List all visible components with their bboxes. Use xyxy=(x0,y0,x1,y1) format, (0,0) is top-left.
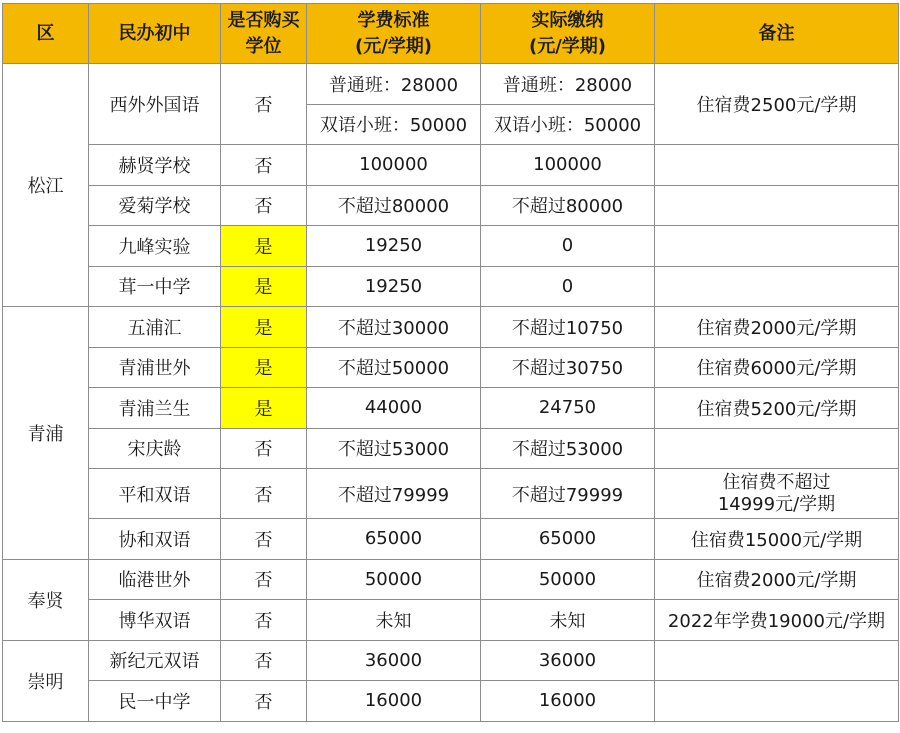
buy-seat-cell: 否 xyxy=(221,519,307,560)
table-row xyxy=(3,428,899,469)
school-cell: 西外外国语 xyxy=(89,64,221,145)
tuition-standard-cell: 双语小班：50000 xyxy=(307,104,481,145)
district-cell-chongming: 崇明 xyxy=(3,640,89,721)
table-row xyxy=(3,388,899,429)
note-cell xyxy=(655,266,899,307)
actual-paid-cell: 100000 xyxy=(481,145,655,186)
actual-paid-cell: 36000 xyxy=(481,640,655,681)
actual-paid-cell: 0 xyxy=(481,266,655,307)
actual-paid-cell: 0 xyxy=(481,226,655,267)
note-cell xyxy=(655,226,899,267)
header-row xyxy=(3,4,899,64)
buy-seat-cell-highlighted: 是 xyxy=(221,226,307,267)
actual-paid-cell: 24750 xyxy=(481,388,655,429)
school-cell: 青浦兰生 xyxy=(89,388,221,429)
buy-seat-cell: 否 xyxy=(221,640,307,681)
table-row xyxy=(3,266,899,307)
actual-paid-cell: 不超过10750 xyxy=(481,307,655,348)
buy-seat-cell: 否 xyxy=(221,559,307,600)
school-cell: 爱菊学校 xyxy=(89,185,221,226)
table-row xyxy=(3,559,899,600)
table-row xyxy=(3,226,899,267)
table-row xyxy=(3,64,899,105)
school-cell: 民一中学 xyxy=(89,681,221,722)
buy-seat-cell: 否 xyxy=(221,64,307,145)
actual-paid-cell: 不超过53000 xyxy=(481,428,655,469)
table-row xyxy=(3,519,899,560)
tuition-standard-cell: 不超过80000 xyxy=(307,185,481,226)
table-row xyxy=(3,469,899,519)
district-cell-fengxian: 奉贤 xyxy=(3,559,89,640)
buy-seat-cell-highlighted: 是 xyxy=(221,347,307,388)
note-cell xyxy=(655,145,899,186)
header-buy-line1: 是否购买 xyxy=(227,9,300,31)
actual-paid-cell: 65000 xyxy=(481,519,655,560)
header-std-line2: (元/学期) xyxy=(354,35,433,57)
header-std-line1: 学费标准 xyxy=(357,9,430,31)
buy-seat-cell: 否 xyxy=(221,469,307,519)
table-row xyxy=(3,347,899,388)
table-row xyxy=(3,600,899,641)
header-buy-seat xyxy=(221,4,307,64)
school-cell: 新纪元双语 xyxy=(89,640,221,681)
note-cell: 住宿费2000元/学期 xyxy=(655,559,899,600)
actual-paid-cell: 不超过80000 xyxy=(481,185,655,226)
table-row xyxy=(3,185,899,226)
buy-seat-cell: 否 xyxy=(221,185,307,226)
tuition-standard-cell: 未知 xyxy=(307,600,481,641)
note-cell: 2022年学费19000元/学期 xyxy=(655,600,899,641)
table-header xyxy=(3,4,899,64)
tuition-standard-cell: 16000 xyxy=(307,681,481,722)
tuition-standard-cell: 不超过53000 xyxy=(307,428,481,469)
note-cell xyxy=(655,469,899,519)
school-cell: 协和双语 xyxy=(89,519,221,560)
tuition-standard-cell: 不超过30000 xyxy=(307,307,481,348)
tuition-standard-cell: 19250 xyxy=(307,226,481,267)
table-row xyxy=(3,681,899,722)
note-cell: 住宿费2000元/学期 xyxy=(655,307,899,348)
actual-paid-cell: 16000 xyxy=(481,681,655,722)
header-actual-paid xyxy=(481,4,655,64)
note-cell: 住宿费15000元/学期 xyxy=(655,519,899,560)
header-paid-line1: 实际缴纳 xyxy=(531,9,604,31)
school-cell: 青浦世外 xyxy=(89,347,221,388)
buy-seat-cell-highlighted: 是 xyxy=(221,266,307,307)
note-cell xyxy=(655,681,899,722)
school-cell: 临港世外 xyxy=(89,559,221,600)
district-cell-qingpu: 青浦 xyxy=(3,307,89,560)
actual-paid-cell: 不超过79999 xyxy=(481,469,655,519)
note-cell: 住宿费2500元/学期 xyxy=(655,64,899,145)
note-cell: 住宿费6000元/学期 xyxy=(655,347,899,388)
buy-seat-cell: 否 xyxy=(221,428,307,469)
buy-seat-cell: 否 xyxy=(221,600,307,641)
school-cell: 宋庆龄 xyxy=(89,428,221,469)
header-buy-line2: 学位 xyxy=(245,35,282,57)
table-row xyxy=(3,307,899,348)
buy-seat-cell-highlighted: 是 xyxy=(221,307,307,348)
note-line2: 14999元/学期 xyxy=(717,493,836,515)
note-cell: 住宿费5200元/学期 xyxy=(655,388,899,429)
note-cell xyxy=(655,428,899,469)
note-cell xyxy=(655,640,899,681)
note-line1: 住宿费不超过 xyxy=(722,471,831,493)
actual-paid-cell: 不超过30750 xyxy=(481,347,655,388)
header-district: 区 xyxy=(3,4,89,64)
buy-seat-cell: 否 xyxy=(221,681,307,722)
table-body xyxy=(3,64,899,722)
school-cell: 赫贤学校 xyxy=(89,145,221,186)
note-cell xyxy=(655,185,899,226)
tuition-standard-cell: 19250 xyxy=(307,266,481,307)
school-cell: 五浦汇 xyxy=(89,307,221,348)
header-tuition-standard xyxy=(307,4,481,64)
tuition-standard-cell: 普通班：28000 xyxy=(307,64,481,105)
table-row xyxy=(3,145,899,186)
buy-seat-cell-highlighted: 是 xyxy=(221,388,307,429)
tuition-standard-cell: 44000 xyxy=(307,388,481,429)
school-cell: 博华双语 xyxy=(89,600,221,641)
actual-paid-cell: 50000 xyxy=(481,559,655,600)
school-cell: 茸一中学 xyxy=(89,266,221,307)
actual-paid-cell: 双语小班：50000 xyxy=(481,104,655,145)
tuition-standard-cell: 36000 xyxy=(307,640,481,681)
header-paid-line2: (元/学期) xyxy=(528,35,607,57)
tuition-standard-cell: 不超过50000 xyxy=(307,347,481,388)
school-cell: 平和双语 xyxy=(89,469,221,519)
actual-paid-cell: 未知 xyxy=(481,600,655,641)
header-school: 民办初中 xyxy=(89,4,221,64)
tuition-standard-cell: 50000 xyxy=(307,559,481,600)
school-cell: 九峰实验 xyxy=(89,226,221,267)
actual-paid-cell: 普通班：28000 xyxy=(481,64,655,105)
tuition-standard-cell: 100000 xyxy=(307,145,481,186)
tuition-standard-cell: 不超过79999 xyxy=(307,469,481,519)
district-cell-songjiang: 松江 xyxy=(3,64,89,307)
buy-seat-cell: 否 xyxy=(221,145,307,186)
header-note: 备注 xyxy=(655,4,899,64)
tuition-standard-cell: 65000 xyxy=(307,519,481,560)
table-row xyxy=(3,640,899,681)
tuition-table xyxy=(2,3,899,722)
